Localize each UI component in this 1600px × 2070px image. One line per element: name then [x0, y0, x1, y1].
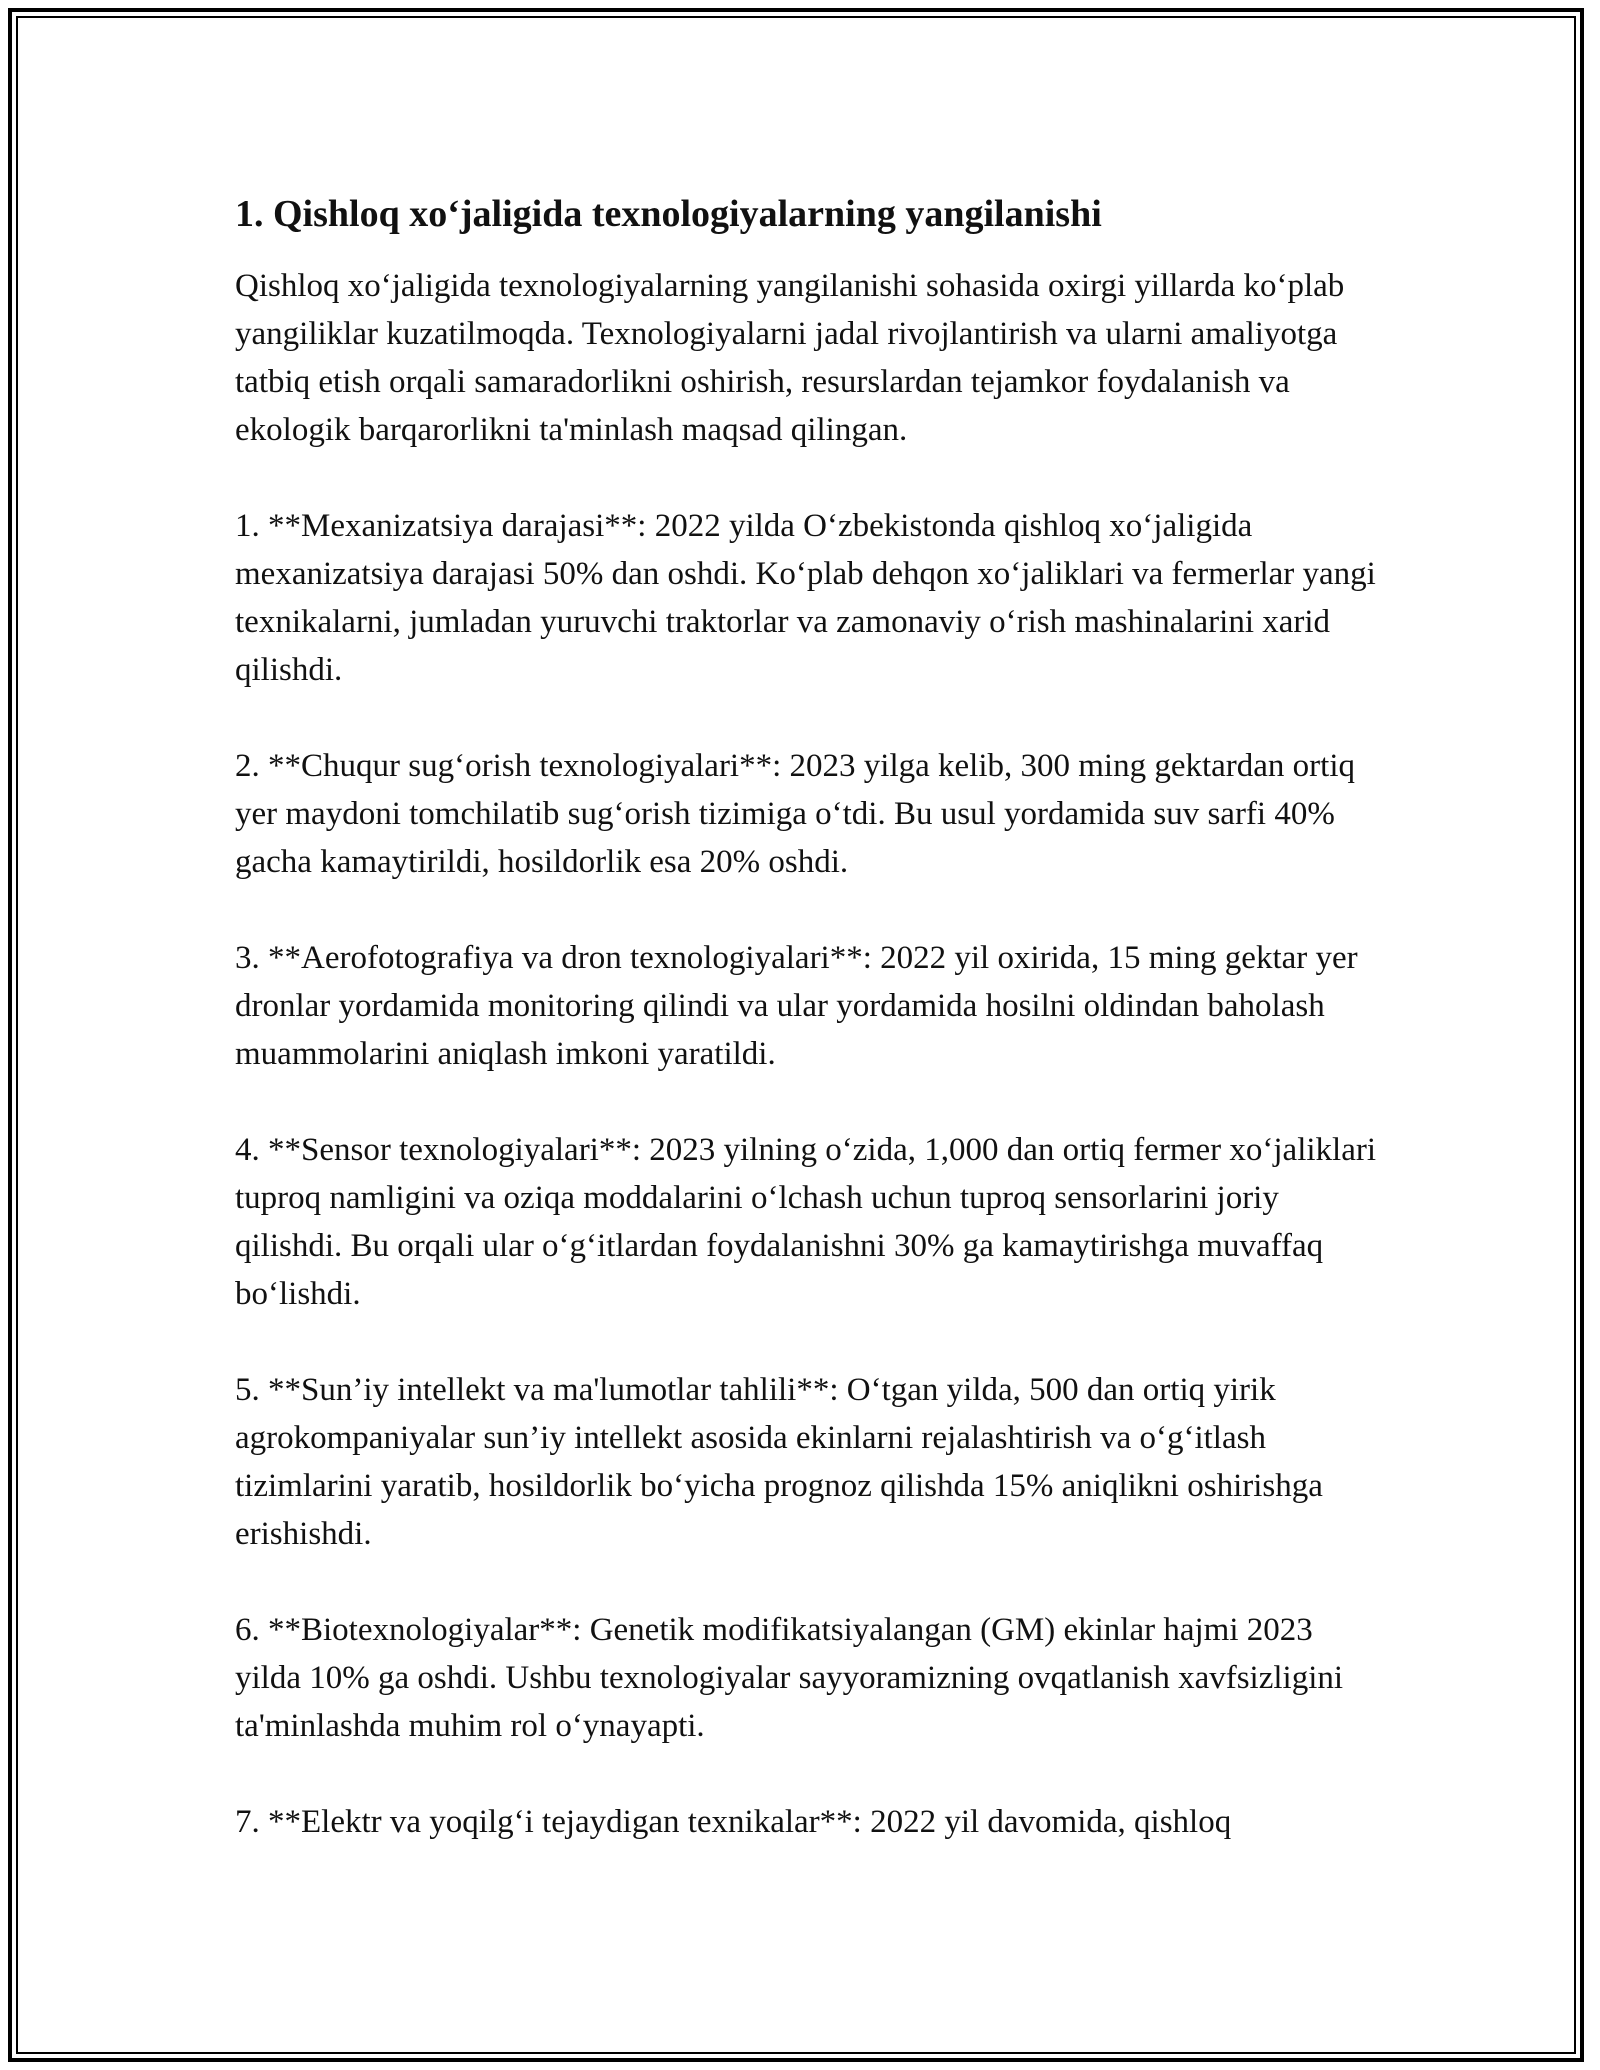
paragraph-energy: 7. **Elektr va yoqilg‘i tejaydigan texnikalar**: 2022 yil davomida, qishloq — [235, 1804, 1232, 1840]
paragraph-biotech: 6. **Biotexnologiyalar**: Genetik modifikatsiyalangan (GM) ekinlar hajmi 2023 yilda 10% ga oshdi. Ushbu texnologiyalar sayyoramizning ovqatlanish xavfsizligini ta'minlashda muhim rol o‘ynayapti. — [235, 1612, 1344, 1744]
paragraph-ai: 5. **Sun’iy intellekt va ma'lumotlar tahlili**: O‘tgan yilda, 500 dan ortiq yirik agrokompaniyalar sun’iy intellekt asosida ekinlarni rejalashtirish va o‘g‘itlash tizimlarini yaratib, hosildorlik bo‘yicha prognoz qilishda 15% aniqlikni oshirishga erishishdi. — [235, 1372, 1323, 1552]
paragraph-sensors: 4. **Sensor texnologiyalari**: 2023 yilning o‘zida, 1,000 dan ortiq fermer xo‘jaliklari tuproq namligini va oziqa moddalarini o‘lchash uchun tuproq sensorlarini joriy qilishdi. Bu orqali ular o‘g‘itlardan foydalanishni 30% ga kamaytirishga muvaffaq bo‘lishdi. — [235, 1132, 1376, 1312]
paragraph-mechanization: 1. **Mexanizatsiya darajasi**: 2022 yilda O‘zbekistonda qishloq xo‘jaligida mexanizatsiya darajasi 50% dan oshdi. Ko‘plab dehqon xo‘jaliklari va fermerlar yangi texnikalarni, jumladan yuruvchi traktorlar va zamonaviy o‘rish mashinalarini xarid qilishdi. — [235, 508, 1376, 688]
paragraph-irrigation: 2. **Chuqur sug‘orish texnologiyalari**: 2023 yilga kelib, 300 ming gektardan ortiq yer maydoni tomchilatib sug‘orish tizimiga o‘tdi. Bu usul yordamida suv sarfi 40% gacha kamaytirildi, hosildorlik esa 20% oshdi. — [235, 748, 1356, 880]
document-title: 1. Qishloq xo‘jaligida texnologiyalarning yangilanishi — [235, 193, 1102, 235]
paragraph-drones: 3. **Aerofotografiya va dron texnologiyalari**: 2022 yil oxirida, 15 ming gektar yer dronlar yordamida monitoring qilindi va ular yordamida hosilni oldindan baholash muammolarini aniqlash imkoni yaratildi. — [235, 940, 1358, 1072]
document-body — [235, 190, 1385, 1894]
intro-paragraph: Qishloq xo‘jaligida texnologiyalarning yangilanishi sohasida oxirgi yillarda ko‘plab yangiliklar kuzatilmoqda. Texnologiyalarni jadal rivojlantirish va ularni amaliyotga tatbiq etish orqali samaradorlikni oshirish, resurslardan tejamkor foydalanish va ekologik barqarorlikni ta'minlash maqsad qilingan. — [235, 268, 1345, 448]
